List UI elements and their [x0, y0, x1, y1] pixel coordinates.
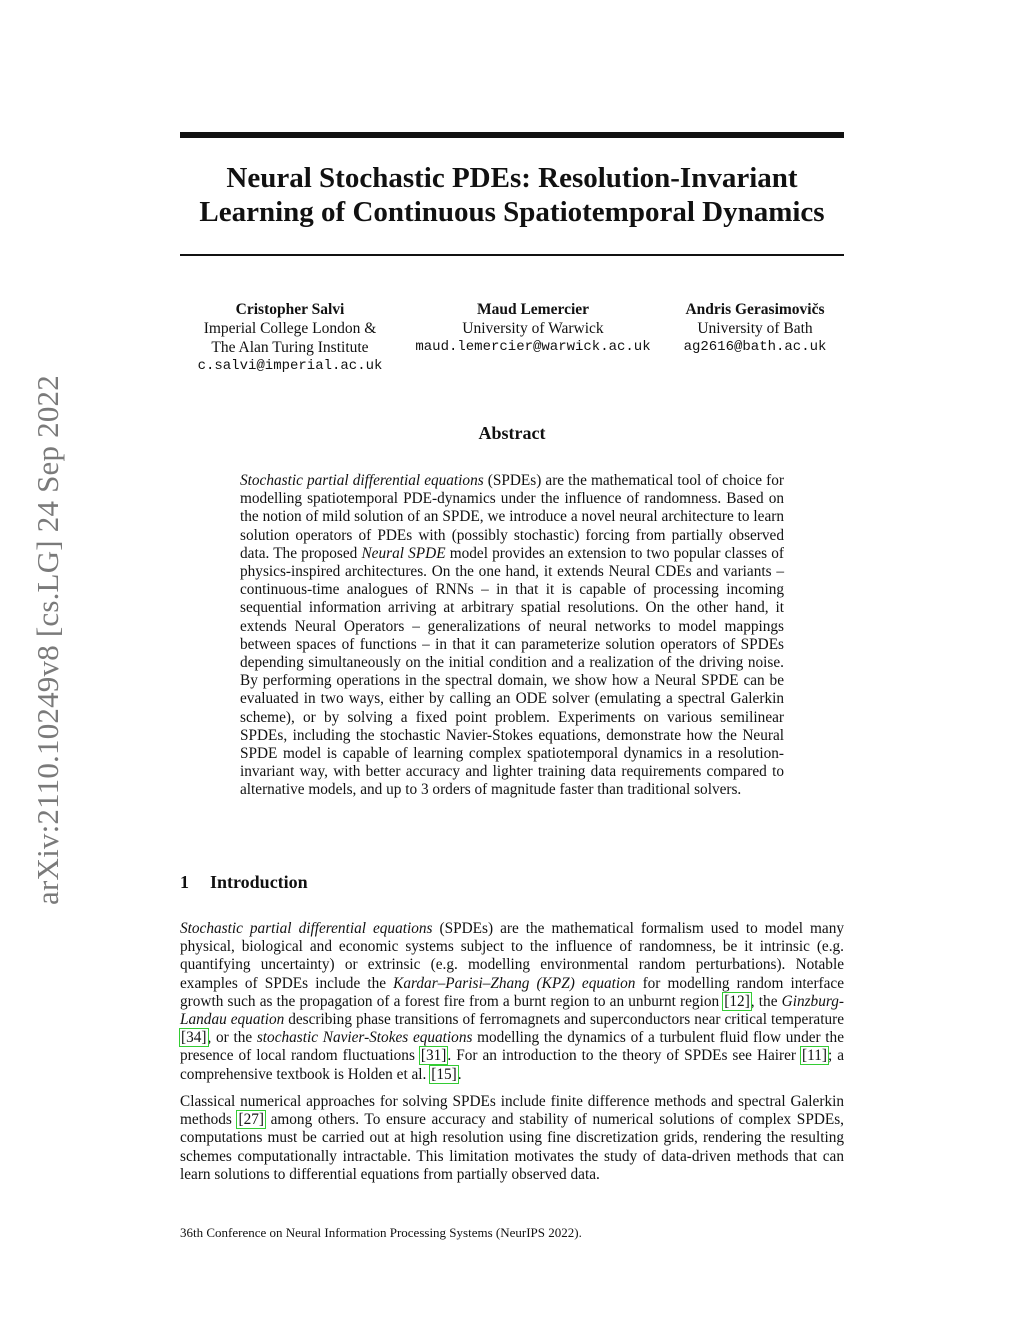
abstract-body: model provides an extension to two popular classes of physics-inspired architectures. On the one hand, it extends Neural CDEs and variants – continuous-time analogues of RNNs – in that it is capable of processing incoming sequential information arriving at arbitrary spatial resolutions. On the other hand, it extends Neural Operators – generalizations of neural networks to model mappings between spaces of functions – in that it can parameterize solution operators of SPDEs depending simultaneously on the initial condition and a realization of the driving noise. By performing operations in the spectral domain, we show how a Neural SPDE can be evaluated in two ways, either by calling an ODE solver (emulating a spectral Galerkin scheme), or by solving a fixed point problem. Experiments on various semilinear SPDEs, including the stochastic Navier-Stokes equations, demonstrate how the Neural SPDE model is capable of learning complex spatiotemporal dynamics in a resolution-invariant way, with better accuracy and lighter training data requirements compared to alternative models, and up to 3 orders of magnitude faster than traditional solvers.: [240, 544, 785, 799]
author-block-lemercier: [408, 300, 658, 357]
citation-link[interactable]: [31]: [420, 1047, 447, 1065]
author-name: Cristopher Salvi: [235, 301, 345, 318]
author-name: Andris Gerasimovičs: [685, 301, 825, 318]
title-top-rule: [180, 132, 844, 138]
author-affiliation: University of Warwick: [462, 320, 604, 337]
author-block-salvi: [190, 300, 390, 376]
arxiv-identifier: arXiv:2110.10249v8 [cs.LG] 24 Sep 2022: [30, 375, 65, 905]
paper-title: [180, 161, 844, 229]
citation-link[interactable]: [15]: [431, 1065, 457, 1083]
italic-term: Ginzburg-Landau equation: [180, 992, 844, 1029]
author-email: ag2616@bath.ac.uk: [683, 339, 827, 355]
abstract-model-name: Neural SPDE: [361, 544, 446, 562]
paragraph-text: among others. To ensure accuracy and stability of numerical solutions of complex SPDEs, computations must be carried out at high resolution using fine discretization grids, rendering the resulting schemes computationally intractable. This limitation motivates the study of data-driven methods that can learn solutions to differential equations from partially observed data.: [180, 1111, 844, 1183]
abstract-body: (SPDEs) are the mathematical tool of choice for modelling spatiotemporal PDE-dynamics under the influence of randomness. Based on the notion of mild solution of an SPDE, we introduce a novel neural architecture to learn solution operators of PDEs with (possibly stochastic) forcing from partially observed data. The proposed: [240, 472, 784, 562]
italic-term: stochastic Navier-Stokes equations: [256, 1029, 473, 1047]
italic-term: Stochastic partial differential equations: [180, 920, 433, 937]
author-affiliation: The Alan Turing Institute: [211, 339, 369, 356]
paragraph-text: ; a comprehensive textbook is Holden et al.: [180, 1047, 844, 1083]
author-email: maud.lemercier@warwick.ac.uk: [415, 339, 651, 355]
author-email: c.salvi@imperial.ac.uk: [197, 358, 383, 374]
title-line-2: Learning of Continuous Spatiotemporal Dynamics: [199, 196, 825, 228]
paragraph-text: , or the: [207, 1029, 257, 1047]
italic-term: Kardar–Parisi–Zhang (KPZ) equation: [393, 974, 636, 992]
title-line-1: Neural Stochastic PDEs: Resolution-Invariant: [226, 162, 798, 194]
section-number: 1: [180, 872, 189, 892]
citation-link[interactable]: [27]: [238, 1111, 264, 1129]
paragraph-text: (SPDEs) are the mathematical formalism used to model many physical, biological and economic systems subject to the influence of randomness, be it intrinsic (e.g. quantifying uncertainty) or extrinsic (e.g. modelling environmental random perturbations). Notable examples of SPDEs include the: [180, 920, 844, 992]
section-heading-introduction: [180, 871, 308, 893]
abstract-text: [240, 472, 784, 800]
citation-link[interactable]: [11]: [802, 1047, 827, 1065]
citation-link[interactable]: [12]: [724, 992, 750, 1010]
author-name: Maud Lemercier: [476, 301, 590, 318]
paragraph-text: describing phase transitions of ferromagnets and superconductors near critical temperature: [284, 1011, 844, 1029]
intro-paragraph-1: [180, 920, 844, 1084]
conference-footnote: 36th Conference on Neural Information Processing Systems (NeurIPS 2022).: [180, 1225, 582, 1240]
section-title: Introduction: [210, 872, 308, 892]
paragraph-text: .: [457, 1065, 462, 1083]
author-block-gerasimovics: [675, 300, 835, 357]
author-affiliation: University of Bath: [697, 320, 813, 337]
citation-link[interactable]: [34]: [181, 1029, 207, 1047]
title-bottom-rule: [180, 254, 844, 256]
abstract-italic-term: Stochastic partial differential equations: [240, 472, 484, 489]
paragraph-text: for modelling random interface growth such as the propagation of a forest fire from a burnt region to an unburnt region: [180, 974, 844, 1010]
intro-paragraph-2: [180, 1093, 844, 1184]
paragraph-text: , the: [750, 992, 782, 1010]
paragraph-text: . For an introduction to the theory of SPDEs see Hairer: [447, 1047, 802, 1065]
paragraph-text: Classical numerical approaches for solving SPDEs include finite difference methods and spectral Galerkin methods: [180, 1093, 844, 1129]
author-affiliation: Imperial College London &: [203, 320, 377, 337]
abstract-heading: Abstract: [478, 423, 546, 443]
paragraph-text: modelling the dynamics of a turbulent fluid flow under the presence of local random fluctuations: [180, 1029, 844, 1065]
